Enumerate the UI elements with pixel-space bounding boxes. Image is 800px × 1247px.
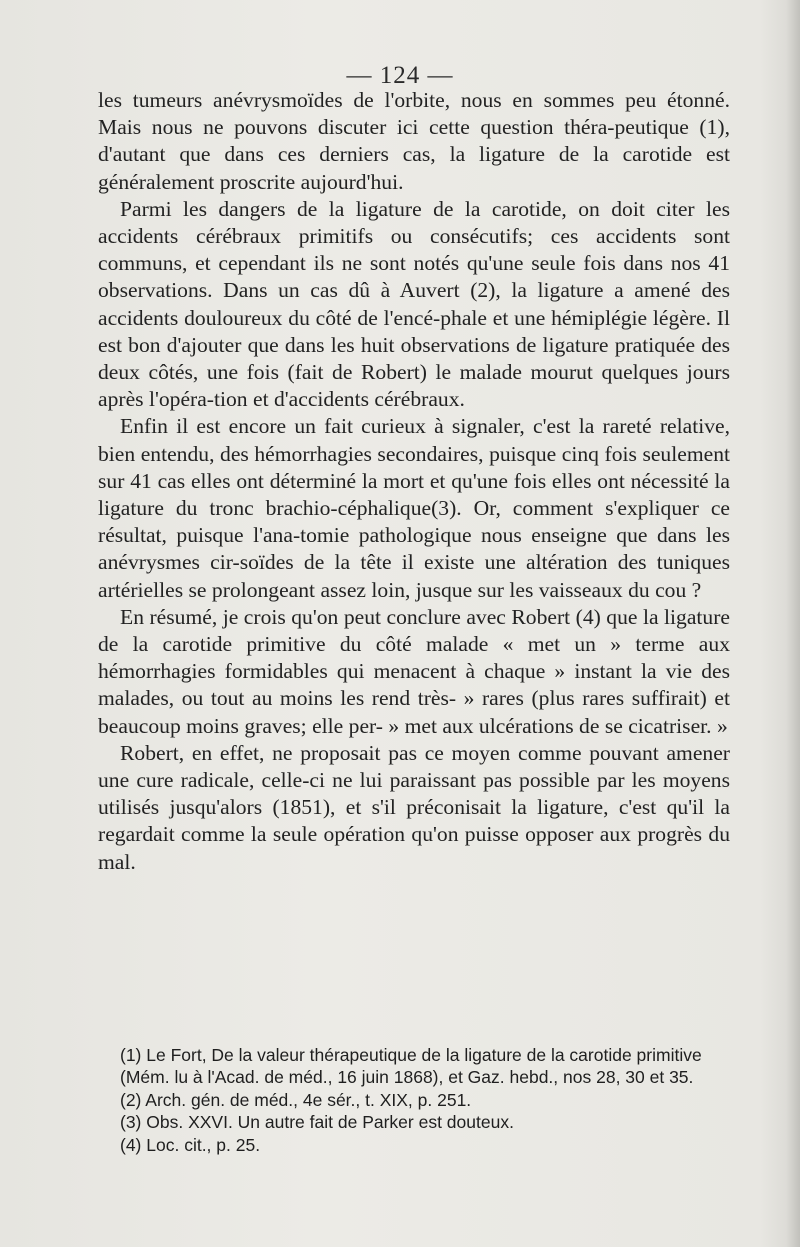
footnote: (1) Le Fort, De la valeur thérapeutique de la ligature de la carotide primitive (Mém. lu à l'Acad. de méd., 16 juin 1868), et Gaz. hebd., nos 28, 30 et 35. [120,1045,702,1088]
paragraph: Parmi les dangers de la ligature de la carotide, on doit citer les accidents cérébraux primitifs ou consécutifs; ces accidents sont communs, et cependant ils ne sont notés qu'une seule fois dans nos 41 observations. Dans un cas dû à Auvert (2), la ligature a amené des accidents douloureux du côté de l'encé-phale et une hémiplégie légère. Il est bon d'ajouter que dans les huit observations de ligature pratiquée des deux côtés, une fois (fait de Robert) le malade mourut quelques jours après l'opéra-tion et d'accidents cérébraux. [98,196,730,412]
body-text [98,87,730,876]
paragraph: les tumeurs anévrysmoïdes de l'orbite, nous en sommes peu étonné. Mais nous ne pouvons discuter ici cette question théra-peutique (1), d'autant que dans ces derniers cas, la ligature de la carotide est généralement proscrite aujourd'hui. [98,88,730,194]
page-edge-shadow [786,0,800,1247]
footnote: (3) Obs. XXVI. Un autre fait de Parker est douteux. [120,1112,514,1133]
paragraph: Robert, en effet, ne proposait pas ce moyen comme pouvant amener une cure radicale, celle-ci ne lui paraissant pas possible par les moyens utilisés jusqu'alors (1851), et s'il préconisait la ligature, c'est qu'il la regardait comme la seule opération qu'on puisse opposer aux progrès du mal. [98,740,730,874]
footnotes [98,1044,730,1156]
page-number: — 124 — [346,62,454,89]
footnote: (4) Loc. cit., p. 25. [120,1134,261,1155]
paragraph: Enfin il est encore un fait curieux à signaler, c'est la rareté relative, bien entendu, des hémorrhagies secondaires, puisque cinq fois seulement sur 41 cas elles ont déterminé la mort et qu'une fois elles ont nécessité la ligature du tronc brachio-céphalique(3). Or, comment s'expliquer ce résultat, puisque l'ana-tomie pathologique nous enseigne que dans les anévrysmes cir-soïdes de la tête il existe une altération des tuniques artérielles se prolongeant assez loin, jusque sur les vaisseaux du cou ? [98,414,730,602]
footnote: (2) Arch. gén. de méd., 4e sér., t. XIX, p. 251. [120,1089,472,1110]
paragraph: En résumé, je crois qu'on peut conclure avec Robert (4) que la ligature de la carotide primitive du côté malade « met un » terme aux hémorrhagies formidables qui menacent à chaque » instant la vie des malades, ou tout au moins les rend très- » rares (plus rares suffirait) et beaucoup moins graves; elle per- » met aux ulcérations de se cicatriser. » [98,604,730,738]
